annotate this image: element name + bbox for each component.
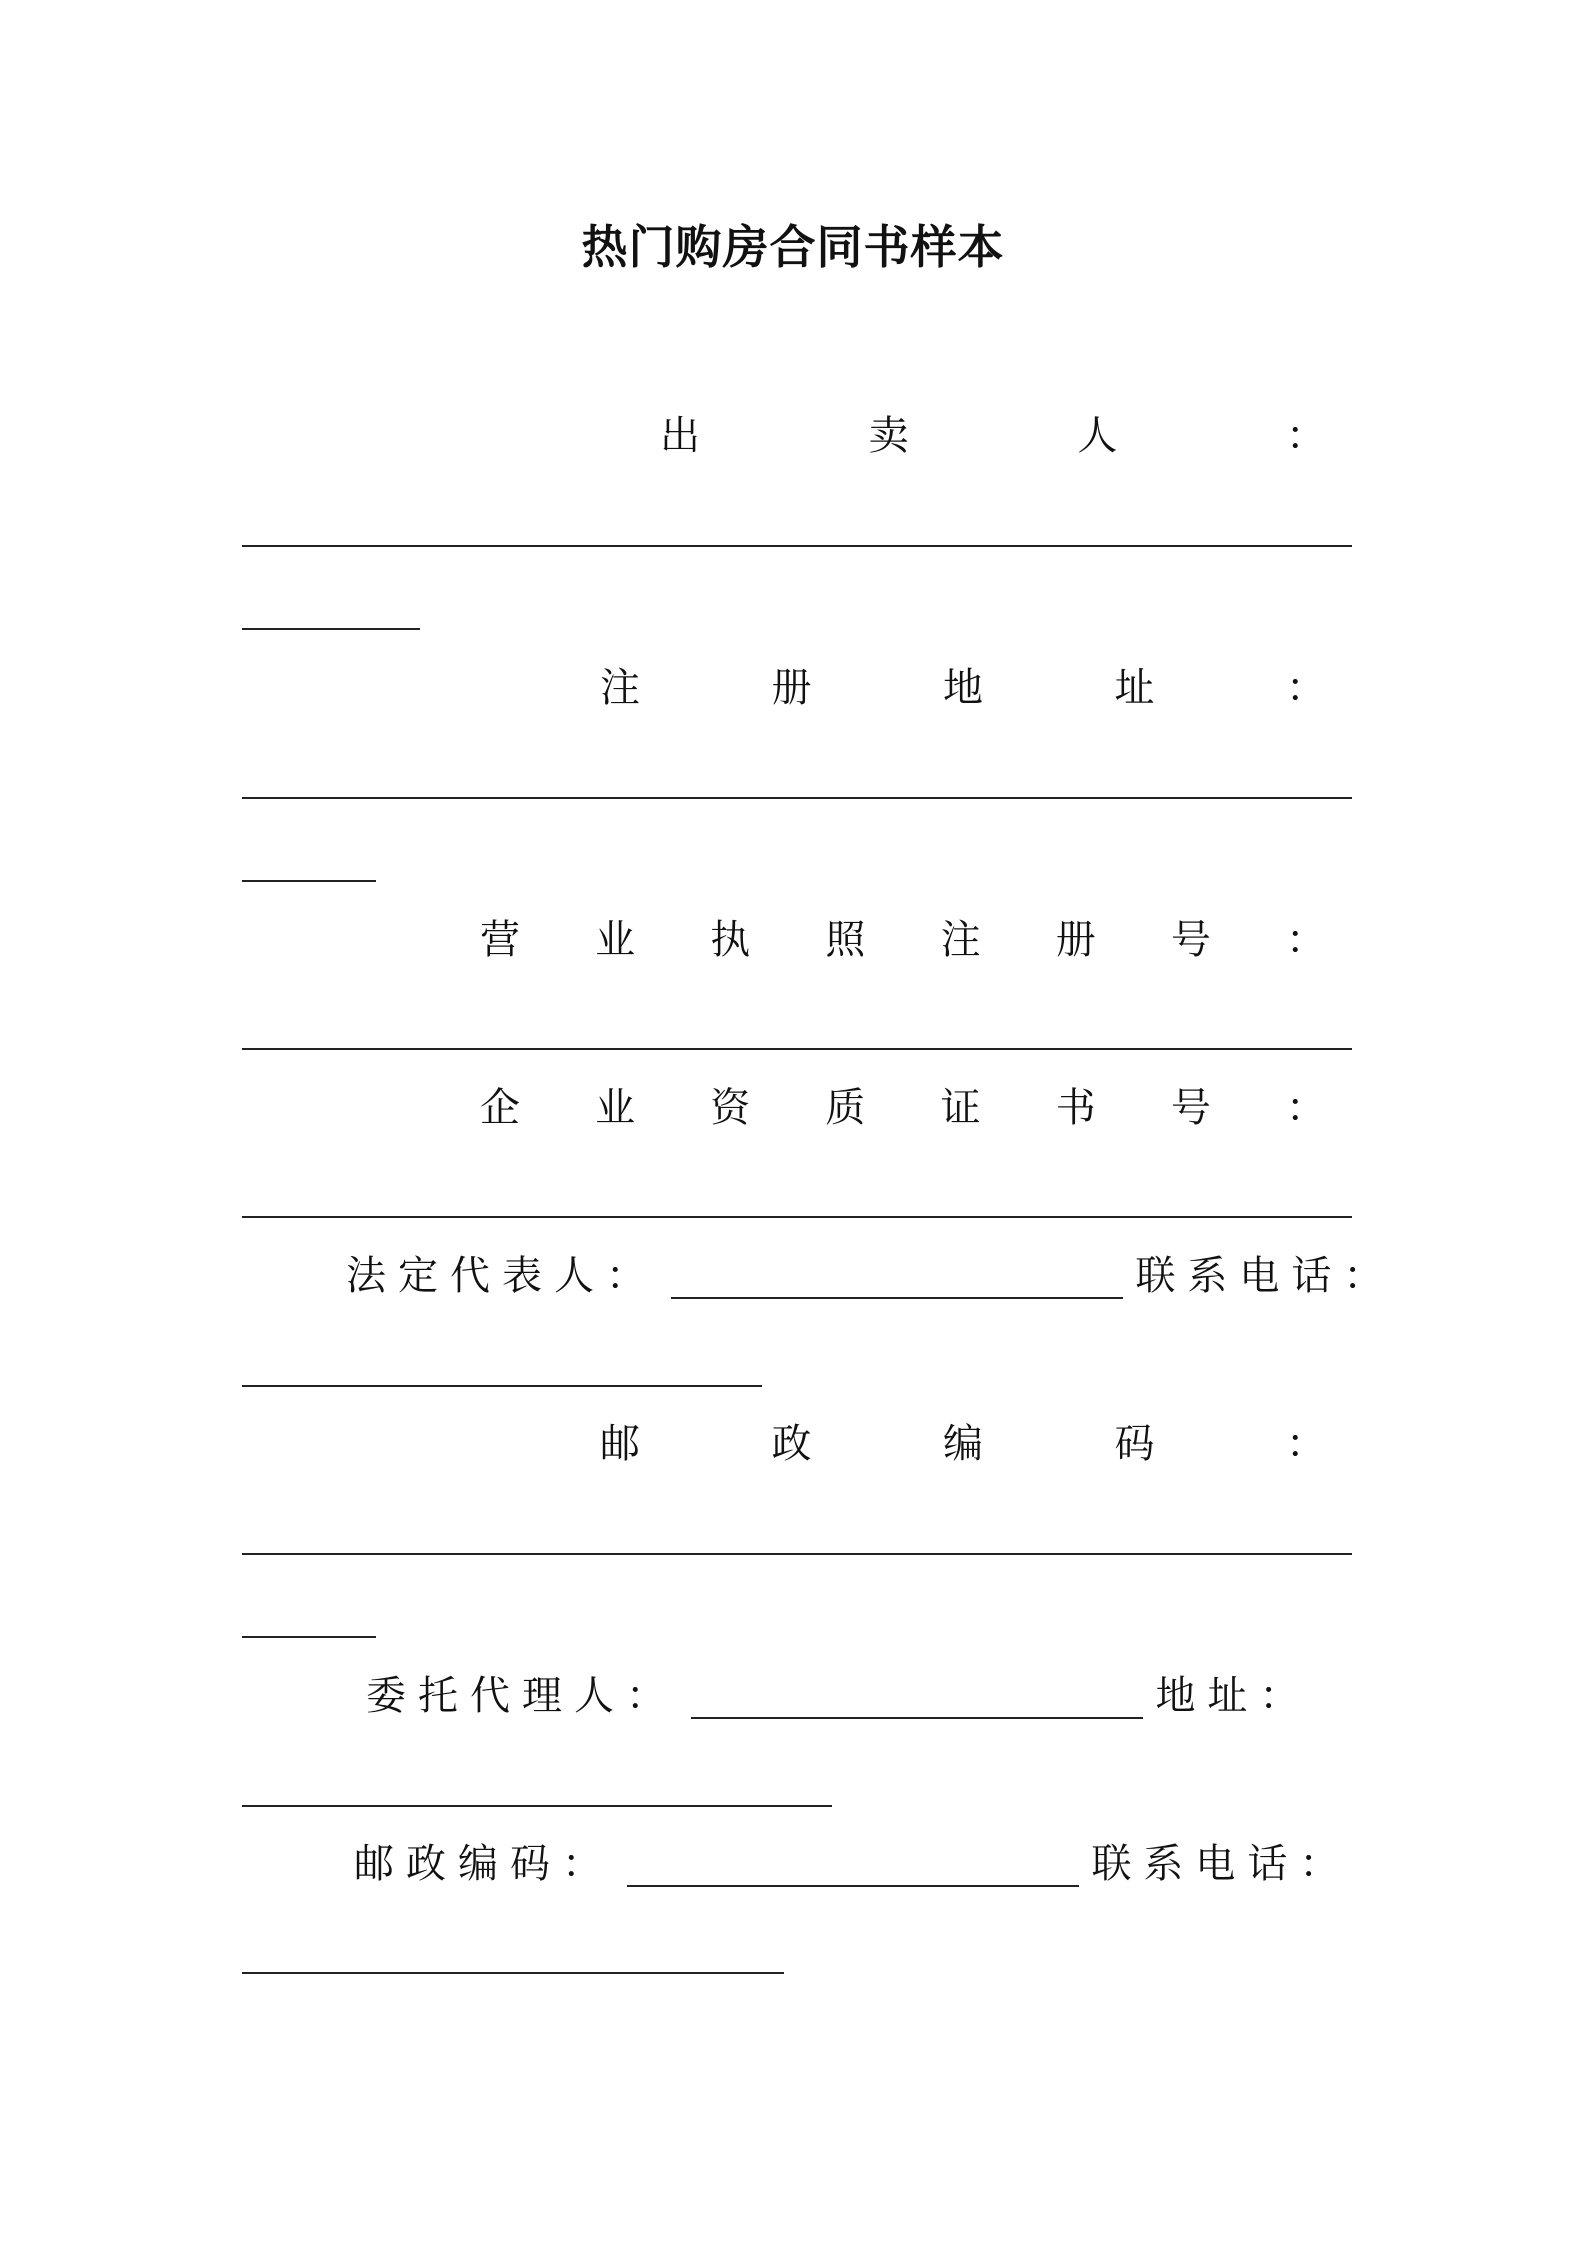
business-license-blank[interactable]: [242, 1048, 1352, 1050]
seller-label: [660, 408, 1326, 464]
registered-address-label: [600, 660, 1326, 716]
agent-phone-label: 联系电话：: [1091, 1841, 1352, 1887]
agent-address-label: 地址：: [1155, 1673, 1312, 1719]
agent-address-blank[interactable]: [242, 1805, 832, 1807]
label-char: 人: [1077, 413, 1118, 459]
label-char: 卖: [868, 413, 909, 459]
qualification-cert-blank[interactable]: [242, 1216, 1352, 1218]
label-char: ：: [1286, 665, 1326, 711]
label-char: 业: [595, 917, 636, 963]
seller-blank[interactable]: [242, 545, 1352, 547]
label-char: 书: [1055, 1085, 1096, 1131]
legal-rep-row: [346, 1248, 1395, 1304]
label-char: 营: [480, 917, 520, 963]
agent-postal-row: [354, 1836, 1351, 1892]
label-char: ：: [1285, 1085, 1326, 1131]
label-char: 照: [825, 917, 866, 963]
label-char: 号: [1170, 917, 1211, 963]
label-char: 编: [943, 1421, 983, 1467]
label-char: 资: [710, 1085, 751, 1131]
legal-rep-phone-blank[interactable]: [242, 1385, 762, 1387]
label-char: 证: [940, 1085, 981, 1131]
postal-code-label: [600, 1416, 1326, 1472]
legal-rep-label: 法定代表人：: [346, 1253, 658, 1299]
qualification-cert-label: [480, 1080, 1326, 1136]
agent-postal-blank[interactable]: [627, 1885, 1079, 1887]
label-char: 址: [1114, 665, 1155, 711]
business-license-label: [480, 912, 1326, 968]
registered-address-blank-cont[interactable]: [242, 880, 376, 882]
label-char: 码: [1114, 1421, 1155, 1467]
agent-row: [366, 1668, 1311, 1724]
label-char: 注: [600, 665, 640, 711]
postal-code-blank[interactable]: [242, 1553, 1352, 1555]
agent-postal-label: 邮政编码：: [354, 1841, 614, 1887]
label-char: 邮: [600, 1421, 640, 1467]
label-char: 号: [1170, 1085, 1211, 1131]
label-char: 注: [940, 917, 981, 963]
agent-phone-blank[interactable]: [242, 1972, 784, 1974]
label-char: ：: [1285, 413, 1326, 459]
seller-blank-cont[interactable]: [242, 628, 420, 630]
registered-address-blank[interactable]: [242, 797, 1352, 799]
label-char: 政: [771, 1421, 812, 1467]
legal-rep-blank[interactable]: [671, 1297, 1123, 1299]
label-char: 执: [710, 917, 751, 963]
agent-label: 委托代理人：: [366, 1673, 678, 1719]
agent-blank[interactable]: [691, 1717, 1143, 1719]
label-char: 出: [660, 413, 700, 459]
label-char: 质: [825, 1085, 866, 1131]
label-char: 地: [943, 665, 983, 711]
postal-code-blank-cont[interactable]: [242, 1636, 376, 1638]
document-title: 热门购房合同书样本: [581, 220, 1005, 274]
label-char: 册: [1055, 917, 1096, 963]
label-char: 册: [771, 665, 812, 711]
label-char: ：: [1286, 1421, 1326, 1467]
label-char: 业: [595, 1085, 636, 1131]
legal-rep-phone-label: 联系电话：: [1135, 1253, 1396, 1299]
label-char: ：: [1285, 917, 1326, 963]
label-char: 企: [480, 1085, 520, 1131]
